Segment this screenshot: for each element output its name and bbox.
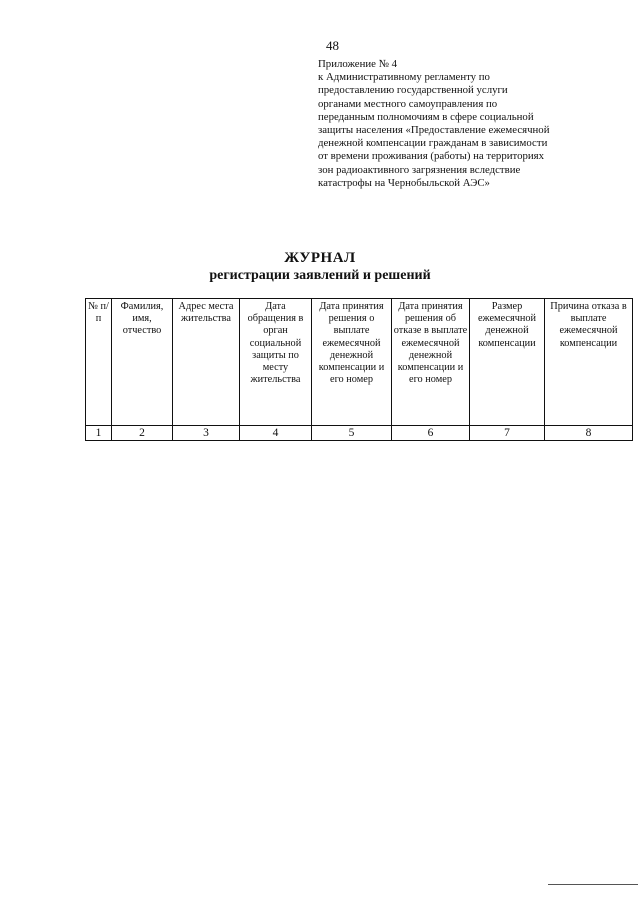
column-number: 1 (86, 426, 112, 441)
appendix-line: от времени проживания (работы) на территориях (318, 150, 545, 163)
column-number: 5 (312, 426, 392, 441)
appendix-line: органами местного самоуправления по (318, 97, 498, 110)
column-header: № п/п (86, 299, 112, 426)
journal-title: ЖУРНАЛ (284, 250, 356, 266)
column-header: Размер ежемесячной денежной компенсации (470, 299, 545, 426)
column-header: Дата принятия решения об отказе в выплате ежемесячной денежной компенсации и его номер (392, 299, 470, 426)
table-number-row (86, 426, 633, 441)
column-header: Дата принятия решения о выплате ежемесячной денежной компенсации и его номер (312, 299, 392, 426)
column-number: 8 (545, 426, 633, 441)
journal-subtitle: регистрации заявлений и решений (209, 268, 431, 283)
appendix-line: денежной компенсации гражданам в зависимости (318, 137, 548, 150)
appendix-line: к Административному регламенту по (318, 71, 490, 84)
column-header: Дата обращения в орган социальной защиты по месту жительства (240, 299, 312, 426)
scan-edge-line (548, 884, 638, 885)
column-number: 2 (112, 426, 173, 441)
appendix-line: переданным полномочиям в сфере социальной (318, 110, 534, 123)
appendix-line: защиты населения «Предоставление ежемесячной (318, 124, 550, 137)
appendix-note (318, 58, 598, 190)
registration-table (85, 298, 633, 441)
column-number: 3 (173, 426, 240, 441)
appendix-line: предоставлению государственной услуги (318, 84, 508, 97)
column-number: 7 (470, 426, 545, 441)
table-header-row (86, 299, 633, 426)
column-header: Причина отказа в выплате ежемесячной компенсации (545, 299, 633, 426)
column-header: Адрес места жительства (173, 299, 240, 426)
appendix-line: катастрофы на Чернобыльской АЭС» (318, 176, 490, 189)
column-number: 4 (240, 426, 312, 441)
appendix-line: Приложение № 4 (318, 58, 398, 70)
appendix-line: зон радиоактивного загрязнения вследствие (318, 163, 521, 176)
page-number: 48 (326, 38, 339, 53)
column-number: 6 (392, 426, 470, 441)
column-header: Фамилия, имя, отчество (112, 299, 173, 426)
